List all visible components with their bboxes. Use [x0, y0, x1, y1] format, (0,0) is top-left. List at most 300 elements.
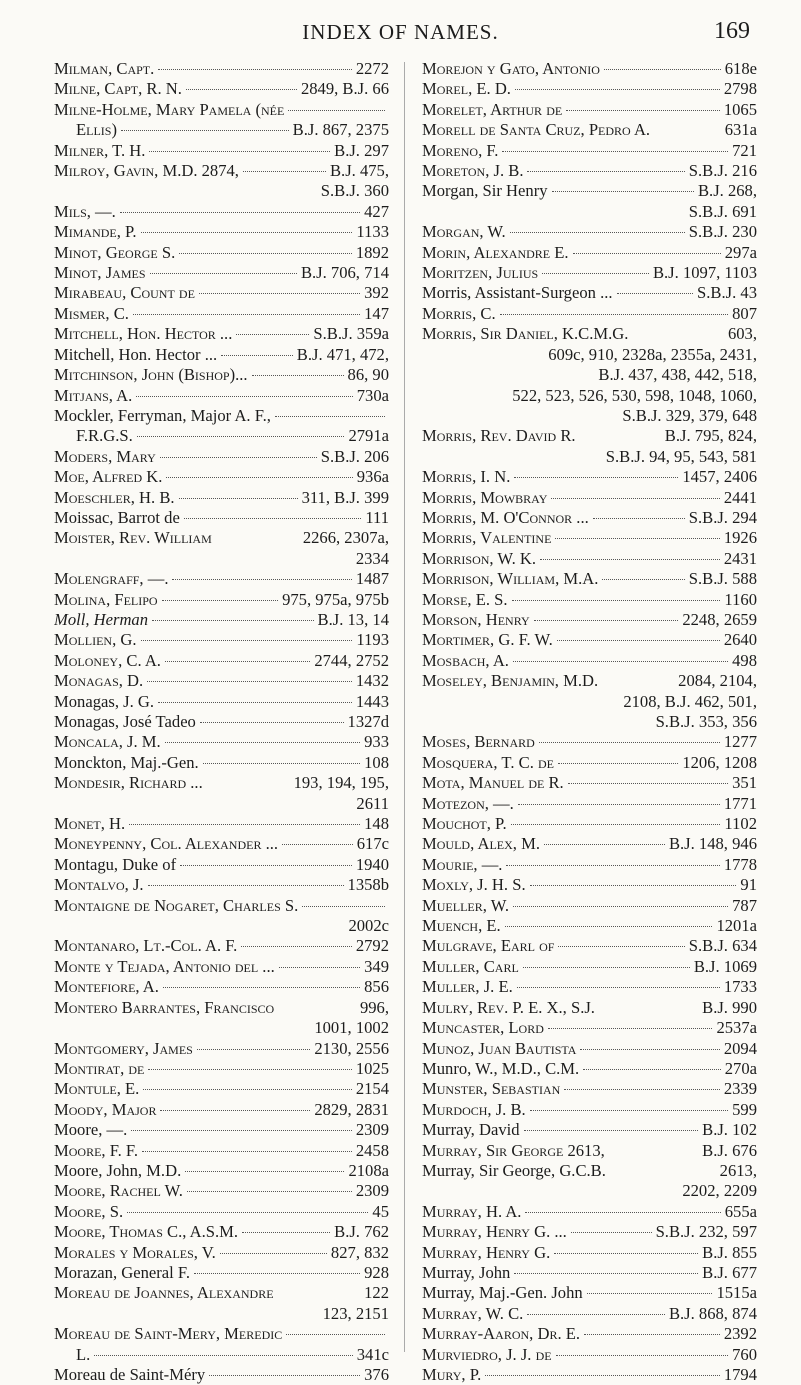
entry-line — [54, 732, 389, 752]
entry-refs-cont: 2002c — [348, 916, 389, 936]
entry-refs-cont: 2202, 2209 — [682, 1181, 757, 1201]
entry-line — [54, 753, 389, 773]
entry-refs-cont: S.B.J. 94, 95, 543, 581 — [605, 446, 757, 466]
entry-refs: B.J. 102 — [702, 1120, 757, 1140]
entry-refs: 760 — [732, 1344, 757, 1364]
entry-line — [422, 161, 757, 181]
entry-name: Montefiore, A. — [54, 977, 159, 997]
entry-refs: S.B.J. 359a — [313, 324, 389, 344]
entry-line — [422, 283, 757, 303]
entry-name: Mockler, Ferryman, Major A. F., — [54, 405, 271, 425]
index-entry — [54, 651, 389, 671]
entry-refs: 631a — [724, 120, 757, 140]
leader-dots — [194, 1273, 360, 1274]
index-entry — [54, 406, 389, 447]
entry-refs: B.J. 13, 14 — [317, 609, 389, 629]
entry-refs: B.J. 795, 824, — [664, 426, 757, 446]
index-entry — [422, 814, 757, 834]
entry-line — [54, 590, 389, 610]
index-entry — [54, 243, 389, 263]
leader-dots — [129, 824, 360, 825]
entry-line — [422, 1202, 757, 1222]
index-entry — [422, 1018, 757, 1038]
leader-dots — [279, 967, 360, 968]
entry-name: Mortimer, G. F. W. — [422, 630, 553, 650]
entry-refs: 1487 — [355, 569, 389, 589]
entry-refs: S.B.J. 588 — [688, 569, 757, 589]
entry-line — [422, 1059, 757, 1079]
index-entry — [54, 304, 389, 324]
index-entry — [54, 447, 389, 467]
leader-dots — [555, 538, 719, 539]
leader-dots — [120, 212, 360, 213]
entry-name: Moll, Herman — [54, 609, 149, 629]
leader-dots — [133, 314, 360, 315]
entry-line — [422, 488, 757, 508]
entry-name: Munster, Sebastian — [422, 1079, 561, 1099]
entry-refs: 807 — [732, 303, 757, 323]
leader-dots — [199, 293, 360, 294]
index-entry — [422, 304, 757, 324]
leader-dots — [566, 110, 720, 111]
entry-name: Morelet, Arthur de — [422, 99, 563, 119]
entry-line — [422, 120, 757, 140]
leader-dots — [505, 926, 713, 927]
entry-name: Mould, Alex, M. — [422, 834, 540, 854]
entry-line — [54, 834, 389, 854]
leader-dots — [302, 906, 385, 907]
page-title: INDEX OF NAMES. — [302, 20, 499, 44]
entry-line — [54, 1202, 389, 1222]
entry-refs: 856 — [364, 977, 389, 997]
entry-refs: 1358b — [347, 875, 389, 895]
entry-line — [422, 896, 757, 916]
entry-refs: 1327d — [347, 712, 389, 731]
entry-refs: 2309 — [355, 1181, 389, 1201]
entry-name: Moneypenny, Col. Alexander ... — [54, 834, 279, 854]
entry-line — [422, 1304, 757, 1324]
entry-line — [422, 590, 757, 610]
entry-line — [54, 79, 389, 99]
leader-dots — [506, 865, 719, 866]
index-entry — [422, 998, 757, 1018]
index-entry — [422, 1324, 757, 1344]
entry-line — [422, 1018, 757, 1038]
leader-dots — [200, 722, 344, 723]
entry-refs: 148 — [364, 814, 389, 834]
leader-dots — [221, 355, 293, 356]
entry-line — [422, 977, 757, 997]
entry-name: Murray, Sir George 2613, — [422, 1140, 605, 1160]
entry-name: Moore, F. F. — [54, 1140, 138, 1160]
entry-refs-cont: S.B.J. 353, 356 — [655, 712, 757, 731]
entry-name: Murray-Aaron, Dr. E. — [422, 1324, 581, 1344]
index-entry — [54, 957, 389, 977]
entry-refs: 86, 90 — [347, 365, 389, 385]
entry-line — [422, 1100, 757, 1120]
entry-name: Monckton, Maj.-Gen. — [54, 752, 199, 772]
leader-dots — [163, 987, 360, 988]
entry-line — [422, 263, 757, 283]
entry-line — [422, 732, 757, 752]
entry-line — [54, 1365, 389, 1385]
entry-refs: 2798 — [723, 79, 757, 99]
leader-dots — [548, 1028, 713, 1029]
entry-refs: 1277 — [723, 732, 757, 752]
index-entry — [54, 814, 389, 834]
leader-dots — [530, 1110, 728, 1111]
entry-refs: 730a — [356, 385, 389, 405]
entry-line — [54, 1079, 389, 1099]
entry-refs: 498 — [732, 650, 757, 670]
leader-dots — [530, 885, 737, 886]
index-entry — [422, 1365, 757, 1385]
leader-dots — [147, 681, 352, 682]
index-entry — [54, 692, 389, 712]
entry-name: Monagas, D. — [54, 671, 144, 691]
leader-dots — [544, 844, 665, 845]
entry-name: Moseley, Benjamin, M.D. — [422, 671, 599, 691]
entry-line — [422, 671, 757, 691]
entry-line — [54, 671, 389, 691]
left-column — [54, 59, 389, 1385]
leader-dots — [513, 906, 728, 907]
entry-line — [54, 569, 389, 589]
entry-refs: 1778 — [723, 854, 757, 874]
entry-line — [422, 1324, 757, 1344]
entry-name: Mourie, —. — [422, 854, 503, 874]
leader-dots — [525, 1212, 720, 1213]
index-entry — [422, 1243, 757, 1263]
index-entry — [54, 936, 389, 956]
entry-refs: 2458 — [355, 1140, 389, 1160]
entry-name: Moe, Alfred K. — [54, 467, 163, 487]
entry-refs: S.B.J. 232, 597 — [655, 1222, 757, 1242]
entry-refs: B.J. 677 — [702, 1262, 757, 1282]
entry-refs: B.J. 1097, 1103 — [652, 263, 757, 283]
page-header — [0, 18, 801, 48]
entry-line — [422, 1141, 757, 1161]
entry-refs-cont: S.B.J. 360 — [320, 181, 389, 201]
leader-dots — [152, 620, 314, 621]
leader-dots — [558, 946, 684, 947]
index-entry — [422, 426, 757, 467]
leader-dots — [568, 783, 728, 784]
entry-line — [54, 222, 389, 242]
index-entry — [422, 1345, 757, 1365]
entry-refs: 618e — [724, 59, 757, 78]
entry-refs: 933 — [364, 732, 389, 752]
entry-line — [54, 712, 389, 732]
entry-name: Morris, C. — [422, 303, 496, 323]
entry-refs: 108 — [364, 752, 389, 772]
entry-line — [422, 426, 757, 446]
entry-refs-cont: 2791a — [348, 426, 389, 446]
leader-dots — [165, 661, 310, 662]
entry-line — [54, 1059, 389, 1079]
leader-dots — [187, 1191, 352, 1192]
entry-name: Morejon y Gato, Antonio — [422, 59, 600, 78]
index-entry — [54, 79, 389, 99]
entry-name: Montalvo, J. — [54, 875, 144, 895]
entry-name: Morrison, William, M.A. — [422, 569, 599, 589]
leader-dots — [617, 293, 694, 294]
entry-refs: 2849, B.J. 66 — [300, 79, 389, 99]
entry-line — [422, 528, 757, 548]
entry-name: Montgomery, James — [54, 1038, 193, 1058]
index-entry — [54, 1161, 389, 1181]
leader-dots — [485, 1375, 720, 1376]
leader-dots — [149, 151, 330, 152]
leader-dots — [551, 498, 719, 499]
index-entry — [422, 222, 757, 242]
entry-refs: 1926 — [723, 528, 757, 548]
leader-dots — [136, 396, 352, 397]
entry-line — [422, 1243, 757, 1263]
leader-dots — [524, 1130, 699, 1131]
entry-refs: B.J. 471, 472, — [296, 344, 389, 364]
entry-refs: 111 — [365, 507, 389, 527]
leader-dots — [552, 191, 694, 192]
entry-name: Mulry, Rev. P. E. X., S.J. — [422, 997, 595, 1017]
leader-dots — [165, 742, 360, 743]
entry-name: Morin, Alexandre E. — [422, 242, 569, 262]
index-entry — [422, 875, 757, 895]
index-entry — [54, 773, 389, 814]
leader-dots — [179, 253, 352, 254]
entry-name: Morrison, W. K. — [422, 548, 536, 568]
leader-dots — [185, 1171, 344, 1172]
entry-name: Montaigne de Nogaret, Charles S. — [54, 895, 299, 915]
entry-line — [422, 59, 757, 79]
entry-line — [54, 1324, 389, 1344]
entry-line — [54, 1141, 389, 1161]
index-entry — [54, 732, 389, 752]
entry-name-cont: L. — [76, 1344, 91, 1364]
entry-name: Murray, Henry G. — [422, 1242, 551, 1262]
entry-refs: S.B.J. 294 — [688, 507, 757, 527]
entry-name: Morson, Henry — [422, 609, 530, 629]
entry-name: Moore, Rachel W. — [54, 1181, 183, 1201]
entry-line — [54, 651, 389, 671]
leader-dots — [160, 457, 317, 458]
index-entry — [422, 1283, 757, 1303]
index-entry — [54, 324, 389, 344]
entry-refs: 827, 832 — [330, 1242, 389, 1262]
index-entry — [54, 1202, 389, 1222]
entry-line — [422, 855, 757, 875]
entry-refs: B.J. 990 — [702, 997, 757, 1017]
index-entry — [54, 1283, 389, 1324]
index-entry — [54, 753, 389, 773]
entry-line — [422, 1079, 757, 1099]
entry-line — [422, 181, 757, 201]
entry-name: Monagas, J. G. — [54, 691, 155, 711]
entry-line — [54, 814, 389, 834]
index-entry — [54, 1059, 389, 1079]
entry-continuation — [54, 426, 389, 446]
leader-dots — [197, 1049, 310, 1050]
leader-dots — [150, 273, 297, 274]
entry-name: Milne-Holme, Mary Pamela (née — [54, 99, 285, 119]
entry-name: Morris, I. N. — [422, 467, 511, 487]
entry-name: Mondesir, Richard ... — [54, 773, 203, 793]
entry-line — [54, 243, 389, 263]
leader-dots — [539, 742, 720, 743]
entry-name: Moritzen, Julius — [422, 263, 539, 283]
entry-name: Moreton, J. B. — [422, 161, 524, 181]
index-entry — [54, 141, 389, 161]
entry-name: Minot, James — [54, 263, 146, 283]
entry-name: Montirat, de — [54, 1058, 145, 1078]
entry-refs-cont: 341c — [356, 1344, 389, 1364]
entry-line — [422, 304, 757, 324]
entry-line — [422, 467, 757, 487]
leader-dots — [242, 1232, 330, 1233]
entry-refs: 2309 — [355, 1120, 389, 1140]
leader-dots — [286, 1334, 385, 1335]
index-entry — [54, 1243, 389, 1263]
entry-name: Morris, M. O'Connor ... — [422, 507, 589, 527]
leader-dots — [510, 232, 685, 233]
entry-name: Murray, David — [422, 1120, 520, 1140]
entry-name: Mouchot, P. — [422, 814, 507, 834]
entry-line — [54, 1181, 389, 1201]
entry-refs: 1515a — [716, 1283, 757, 1303]
entry-line — [54, 1100, 389, 1120]
index-entry — [54, 528, 389, 569]
entry-refs-cont: 2611 — [356, 793, 389, 813]
index-entry — [54, 202, 389, 222]
entry-line — [54, 406, 389, 426]
index-entry — [54, 100, 389, 141]
entry-refs: 936a — [356, 467, 389, 487]
entry-name: Milroy, Gavin, M.D. 2874, — [54, 161, 239, 181]
entry-name: Moody, Major — [54, 1099, 157, 1119]
index-entry — [54, 345, 389, 365]
leader-dots — [540, 559, 720, 560]
leader-dots — [527, 1314, 665, 1315]
entry-refs: B.J. 148, 946 — [668, 834, 757, 854]
index-entry — [422, 1141, 757, 1161]
entry-refs: 1206, 1208 — [682, 752, 757, 772]
entry-refs-cont: B.J. 437, 438, 442, 518, — [598, 365, 757, 385]
entry-line — [54, 773, 389, 793]
index-entry — [422, 834, 757, 854]
index-entry — [422, 1222, 757, 1242]
entry-name: Mury, P. — [422, 1365, 482, 1384]
index-entry — [422, 263, 757, 283]
index-entry — [422, 1161, 757, 1202]
entry-line — [422, 875, 757, 895]
entry-name-cont: F.R.G.S. — [76, 426, 133, 446]
leader-dots — [527, 171, 684, 172]
index-entry — [54, 508, 389, 528]
entry-refs: 1432 — [355, 671, 389, 691]
entry-refs-cont: 1001, 1002 — [314, 1018, 389, 1038]
index-entry — [54, 365, 389, 385]
leader-dots — [186, 89, 297, 90]
entry-name: Morell de Santa Cruz, Pedro A. — [422, 120, 651, 140]
entry-name: Munro, W., M.D., C.M. — [422, 1058, 580, 1078]
index-entry — [422, 671, 757, 732]
entry-line — [54, 1283, 389, 1303]
leader-dots — [534, 620, 679, 621]
entry-refs: B.J. 676 — [702, 1140, 757, 1160]
index-entry — [422, 467, 757, 487]
leader-dots — [282, 844, 353, 845]
entry-refs: S.B.J. 206 — [320, 446, 389, 466]
entry-name: Moxly, J. H. S. — [422, 875, 526, 895]
entry-refs-cont: 123, 2151 — [322, 1303, 389, 1323]
leader-dots — [511, 824, 721, 825]
entry-name: Mota, Manuel de R. — [422, 773, 564, 793]
entry-name: Muller, Carl — [422, 956, 519, 976]
leader-dots — [558, 763, 678, 764]
entry-refs: 2339 — [723, 1079, 757, 1099]
entry-line — [422, 1365, 757, 1385]
entry-line — [422, 1263, 757, 1283]
entry-refs: 2537a — [716, 1018, 757, 1038]
index-entry — [422, 508, 757, 528]
index-entry — [422, 590, 757, 610]
index-entry — [422, 896, 757, 916]
entry-line — [54, 100, 389, 120]
index-entry — [422, 773, 757, 793]
index-entry — [422, 916, 757, 936]
entry-refs: 1892 — [355, 242, 389, 262]
entry-line — [422, 936, 757, 956]
entry-line — [54, 896, 389, 916]
entry-refs: 91 — [740, 875, 757, 895]
leader-dots — [243, 171, 326, 172]
entry-name: Morgan, Sir Henry — [422, 181, 548, 201]
right-column — [422, 59, 757, 1385]
entry-refs: S.B.J. 634 — [688, 936, 757, 956]
entry-refs: 2154 — [355, 1079, 389, 1099]
entry-line — [422, 834, 757, 854]
entry-refs: 1733 — [723, 977, 757, 997]
entry-name: Moeschler, H. B. — [54, 487, 175, 507]
leader-dots — [542, 273, 649, 274]
entry-line — [54, 1120, 389, 1140]
entry-name: Mollien, G. — [54, 630, 137, 650]
entry-name: Murray, H. A. — [422, 1201, 522, 1221]
index-entry — [422, 141, 757, 161]
entry-line — [54, 855, 389, 875]
entry-name: Montule, E. — [54, 1079, 140, 1099]
index-entry — [54, 1100, 389, 1120]
entry-line — [422, 569, 757, 589]
entry-refs: B.J. 762 — [334, 1222, 389, 1242]
entry-line — [422, 1161, 757, 1181]
entry-line — [54, 1263, 389, 1283]
entry-refs: 1025 — [355, 1058, 389, 1078]
entry-name: Mosbach, A. — [422, 650, 509, 670]
index-entry — [54, 161, 389, 202]
index-entry — [422, 1202, 757, 1222]
index-entry — [422, 161, 757, 181]
entry-line — [422, 651, 757, 671]
entry-name: Mitchinson, John (Bishop)... — [54, 365, 248, 385]
entry-refs: 2248, 2659 — [682, 609, 757, 629]
entry-refs-cont: B.J. 867, 2375 — [292, 120, 389, 140]
index-entry — [422, 528, 757, 548]
leader-dots — [166, 477, 352, 478]
index-entry — [54, 1079, 389, 1099]
entry-line — [422, 222, 757, 242]
entry-refs: 45 — [372, 1201, 389, 1221]
